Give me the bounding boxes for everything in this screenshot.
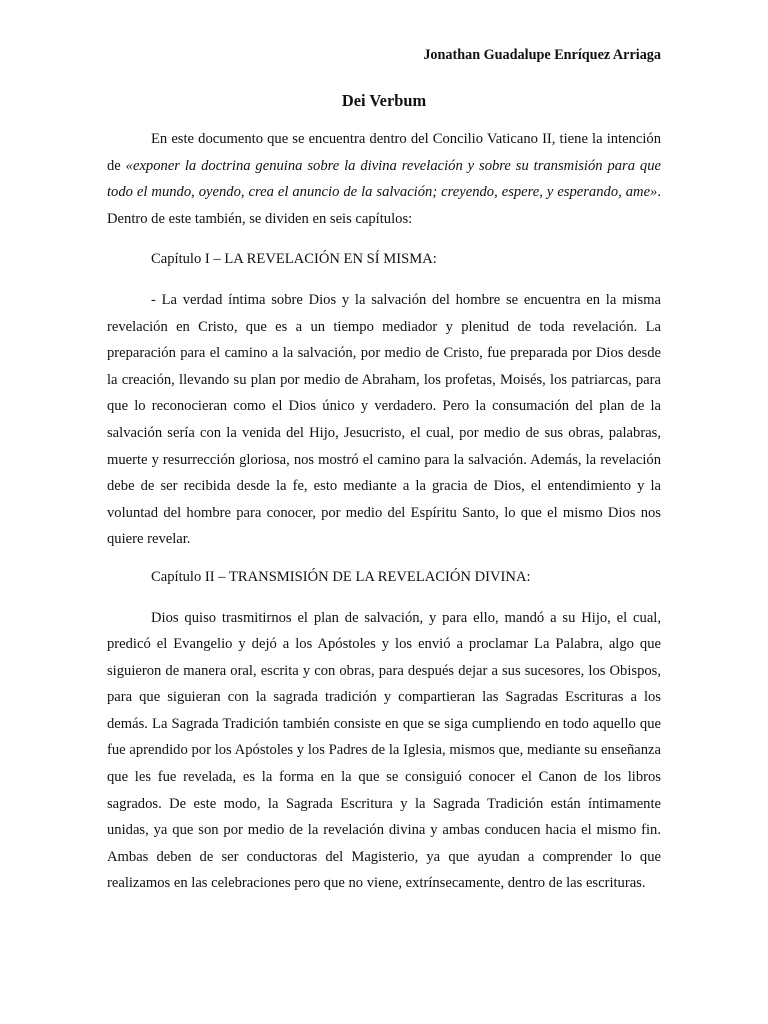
intro-quote: «exponer la doctrina genuina sobre la divina revelación y sobre su transmisión para que todo el mundo, oyendo, crea el anuncio de la salvación; creyendo, espere, y esperando, ame» xyxy=(107,157,661,201)
intro-text-end: . Dentro de este también, se dividen en seis capítulos: xyxy=(107,184,661,227)
chapter-2-paragraph: Dios quiso trasmitirnos el plan de salvación, y para ello, mandó a su Hijo, el cual, predicó el Evangelio y dejó a los Apóstoles y los envió a proclamar La Palabra, algo que siguieron de manera oral, escrita y con obras, para después dejar a sus sucesores, los Obispos, para que siguieran con la sagrada tradición y compartieran las Sagradas Escrituras a los demás. La Sagrada Tradición también consiste en que se siga cumpliendo en todo aquello que fue aprendido por los Apóstoles y los Padres de la Iglesia, mismos que, mediante su enseñanza que les fue revelada, es la forma en la que se consiguió conocer el Canon de los libros sagrados. De este modo, la Sagrada Escritura y la Sagrada Tradición están íntimamente unidas, ya que son por medio de la revelación divina y ambas conducen hacia el mismo fin. Ambas deben de ser conductoras del Magisterio, ya que ayudan a comprender lo que realizamos en las celebraciones pero que no viene, extrínsecamente, dentro de las escrituras. xyxy=(107,609,661,892)
document-page xyxy=(107,44,661,897)
chapter-2-heading: Capítulo II – TRANSMISIÓN DE LA REVELACIÓN DIVINA: xyxy=(151,568,531,585)
document-title: Dei Verbum xyxy=(341,91,427,110)
author-name: Jonathan Guadalupe Enríquez Arriaga xyxy=(423,47,661,63)
intro-text-start: En este documento que se encuentra dentro del Concilio Vaticano II, tiene la intención de xyxy=(107,131,661,174)
chapter-1-paragraph: - La verdad íntima sobre Dios y la salvación del hombre se encuentra en la misma revelación en Cristo, que es a un tiempo mediador y plenitud de toda revelación. La preparación para el camino a la salvación, por medio de Cristo, fue preparada por Dios desde la creación, llevando su plan por medio de Abraham, los profetas, Moisés, los patriarcas, para que lo reconocieran como el Dios único y verdadero. Pero la consumación del plan de la salvación sería con la venida del Hijo, Jesucristo, el cual, por medio de sus obras, palabras, muerte y resurrección gloriosa, nos mostró el camino para la salvación. Además, la revelación debe de ser recibida desde la fe, esto mediante a la gracia de Dios, el entendimiento y la voluntad del hombre para conocer, por medio del Espíritu Santo, lo que el mismo Dios nos quiere revelar. xyxy=(107,291,661,548)
chapter-1-heading: Capítulo I – LA REVELACIÓN EN SÍ MISMA: xyxy=(151,251,437,268)
intro-paragraph xyxy=(107,126,661,232)
